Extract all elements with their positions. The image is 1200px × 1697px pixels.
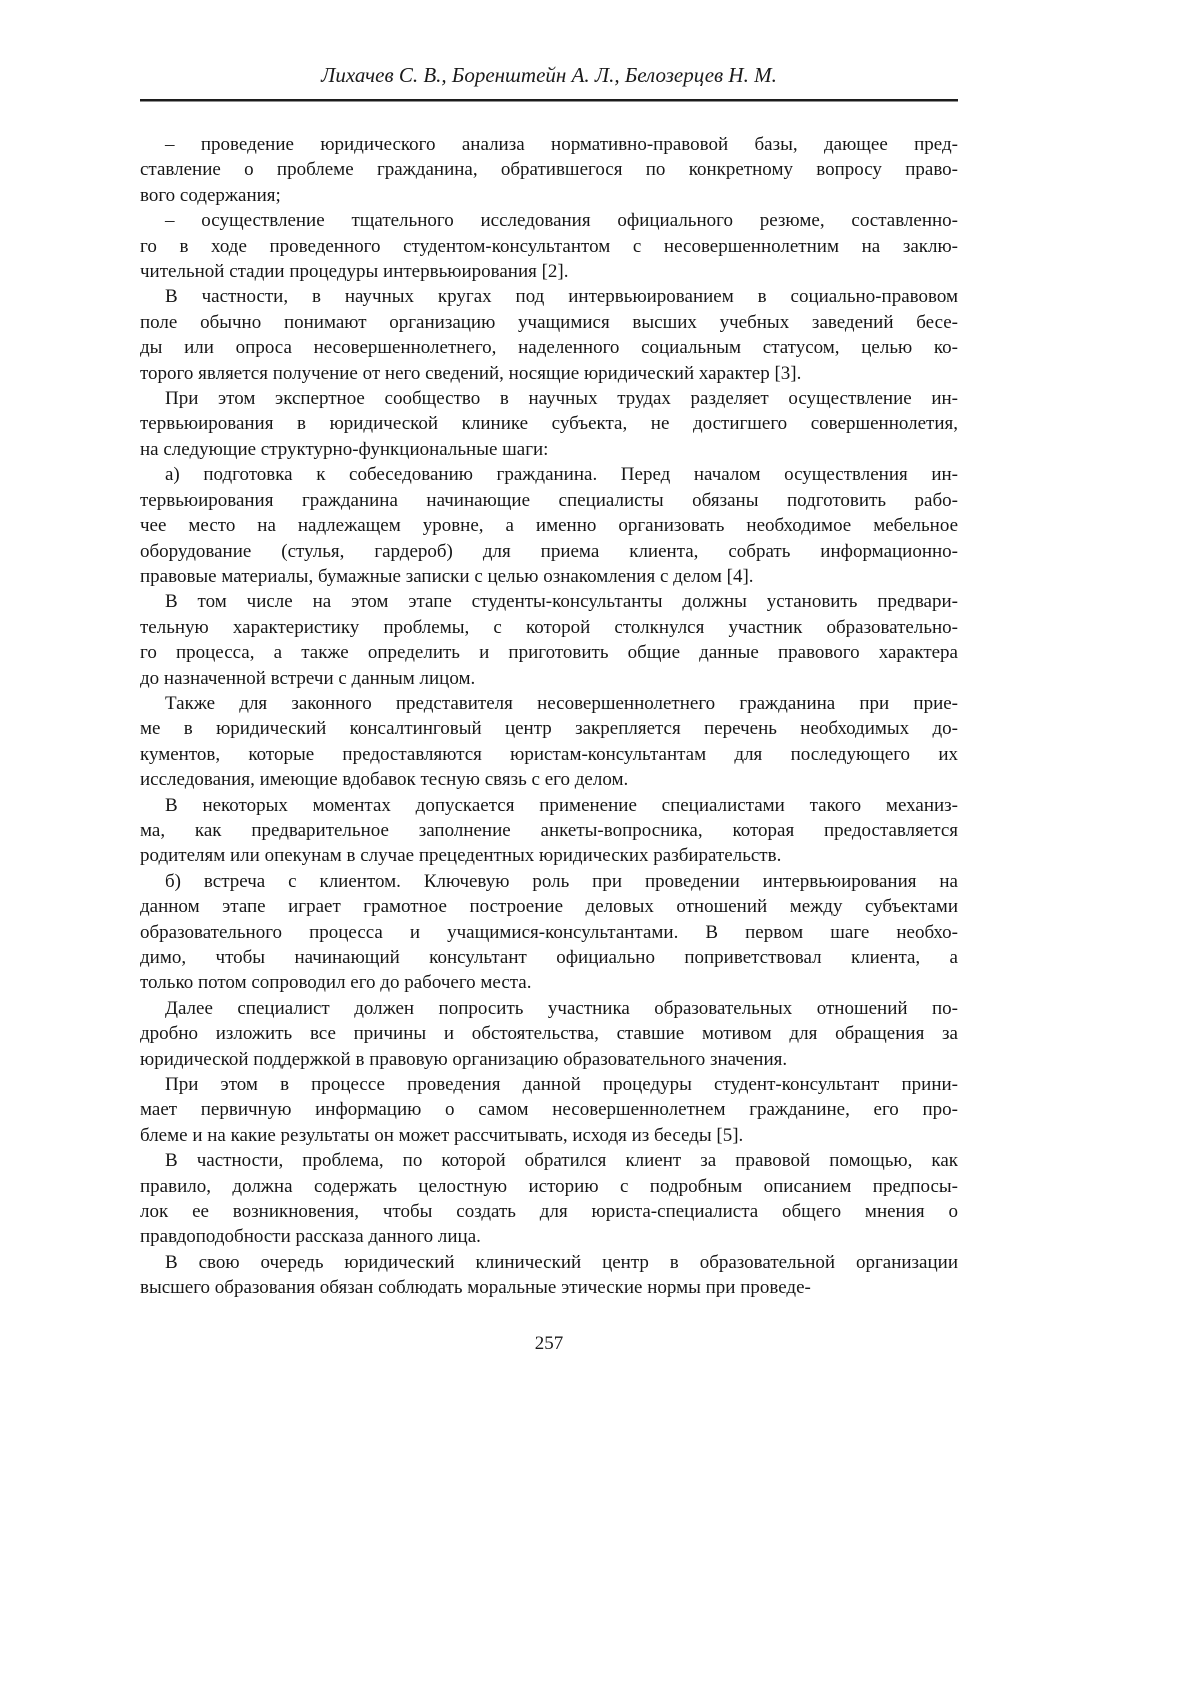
- paragraph: [140, 386, 958, 462]
- body-text: [140, 132, 958, 1301]
- text-line: правовые материалы, бумажные записки с целью ознакомления с делом [4].: [140, 565, 754, 587]
- text-line: поле обычно понимают организацию учащимися высших учебных заведений бесе-: [140, 311, 958, 333]
- text-line: ды или опроса несовершеннолетнего, наделенного социальным статусом, целью ко-: [140, 337, 958, 359]
- text-line: При этом экспертное сообщество в научных трудах разделяет осуществление ин-: [165, 388, 958, 410]
- text-line: димо, чтобы начинающий консультант официально поприветствовал клиента, а: [140, 947, 958, 968]
- text-line: – осуществление тщательного исследования официального резюме, составленно-: [165, 210, 958, 232]
- text-line: данном этапе играет грамотное построение деловых отношений между субъектами: [140, 896, 958, 918]
- text-line: ме в юридический консалтинговый центр закрепляется перечень необходимых до-: [140, 718, 958, 740]
- text-line: образовательного процесса и учащимися-консультантами. В первом шаге необхо-: [140, 921, 958, 943]
- text-line: В некоторых моментах допускается применение специалистами такого механиз-: [165, 794, 958, 816]
- text-line: В свою очередь юридический клинический центр в образовательной организации: [165, 1251, 958, 1273]
- text-line: юридической поддержкой в правовую организацию образовательного значения.: [140, 1048, 788, 1070]
- text-line: чее место на надлежащем уровне, а именно организовать необходимое мебельное: [140, 515, 958, 537]
- text-line: – проведение юридического анализа нормативно-правовой базы, дающее пред-: [165, 134, 958, 155]
- text-line: чительной стадии процедуры интервьюирования [2].: [140, 261, 569, 283]
- text-line: только потом сопроводил его до рабочего места.: [140, 972, 532, 994]
- text-line: правдоподобности рассказа данного лица.: [140, 1226, 481, 1248]
- text-line: го процесса, а также определить и приготовить общие данные правового характера: [140, 642, 958, 664]
- paragraph: [140, 1250, 958, 1301]
- text-line: исследования, имеющие вдобавок тесную связь с его делом.: [140, 769, 629, 791]
- text-line: В частности, проблема, по которой обратился клиент за правовой помощью, как: [165, 1150, 958, 1172]
- text-line: тервьюирования гражданина начинающие специалисты обязаны подготовить рабо-: [140, 489, 958, 511]
- text-line: мает первичную информацию о самом несовершеннолетнем гражданине, его про-: [140, 1099, 958, 1121]
- text-line: до назначенной встречи с данным лицом.: [140, 667, 476, 689]
- text-line: а) подготовка к собеседованию гражданина. Перед началом осуществления ин-: [165, 464, 958, 486]
- text-line: дробно изложить все причины и обстоятельства, ставшие мотивом для обращения за: [140, 1023, 958, 1045]
- text-line: го в ходе проведенного студентом-консультантом с несовершеннолетним на заклю-: [140, 235, 958, 257]
- text-line: Также для законного представителя несовершеннолетнего гражданина при прие-: [165, 692, 958, 714]
- text-line: торого является получение от него сведений, носящие юридический характер [3].: [140, 362, 802, 384]
- text-line: родителям или опекунам в случае прецедентных юридических разбирательств.: [140, 845, 782, 867]
- paragraph: [140, 1148, 958, 1250]
- running-head-authors: Лихачев С. В., Боренштейн А. Л., Белозерцев Н. М.: [321, 63, 777, 87]
- text-line: вого содержания;: [140, 184, 281, 206]
- paragraph: [140, 996, 958, 1072]
- text-line: ма, как предварительное заполнение анкеты-вопросника, которая предоставляется: [140, 819, 958, 841]
- text-line: тервьюирования в юридической клинике субъекта, не достигшего совершеннолетия,: [140, 413, 958, 435]
- text-line: кументов, которые предоставляются юристам-консультантам для последующего их: [140, 743, 958, 765]
- text-line: правило, должна содержать целостную историю с подробным описанием предпосы-: [140, 1175, 958, 1197]
- text-line: лок ее возникновения, чтобы создать для юриста-специалиста общего мнения о: [140, 1201, 958, 1223]
- text-line: В частности, в научных кругах под интервьюированием в социально-правовом: [165, 286, 958, 308]
- paragraph: [140, 691, 958, 793]
- text-line: блеме и на какие результаты он может рассчитывать, исходя из беседы [5].: [140, 1124, 744, 1146]
- paragraph: [140, 869, 958, 996]
- page-number: 257: [534, 1332, 564, 1354]
- paragraph: [140, 1072, 958, 1148]
- text-line: на следующие структурно-функциональные шаги:: [140, 438, 549, 460]
- paragraph: [140, 284, 958, 386]
- paragraph: [140, 462, 958, 589]
- text-line: В том числе на этом этапе студенты-консультанты должны установить предвари-: [165, 591, 958, 613]
- paragraph: [140, 793, 958, 869]
- text-column: [140, 0, 958, 1356]
- text-line: тельную характеристику проблемы, с которой столкнулся участник образовательно-: [140, 616, 958, 638]
- header-rule: [140, 99, 958, 102]
- text-line: ставление о проблеме гражданина, обратившегося по конкретному вопросу право-: [140, 159, 958, 181]
- paragraph: [140, 589, 958, 691]
- text-line: б) встреча с клиентом. Ключевую роль при проведении интервьюирования на: [165, 870, 958, 892]
- text-line: При этом в процессе проведения данной процедуры студент-консультант прини-: [165, 1074, 958, 1096]
- paragraph: [140, 132, 958, 208]
- text-line: оборудование (стулья, гардероб) для приема клиента, собрать информационно-: [140, 540, 958, 562]
- text-line: Далее специалист должен попросить участника образовательных отношений по-: [165, 997, 958, 1019]
- paragraph: [140, 208, 958, 284]
- text-line: высшего образования обязан соблюдать моральные этические нормы при проведе-: [140, 1277, 811, 1299]
